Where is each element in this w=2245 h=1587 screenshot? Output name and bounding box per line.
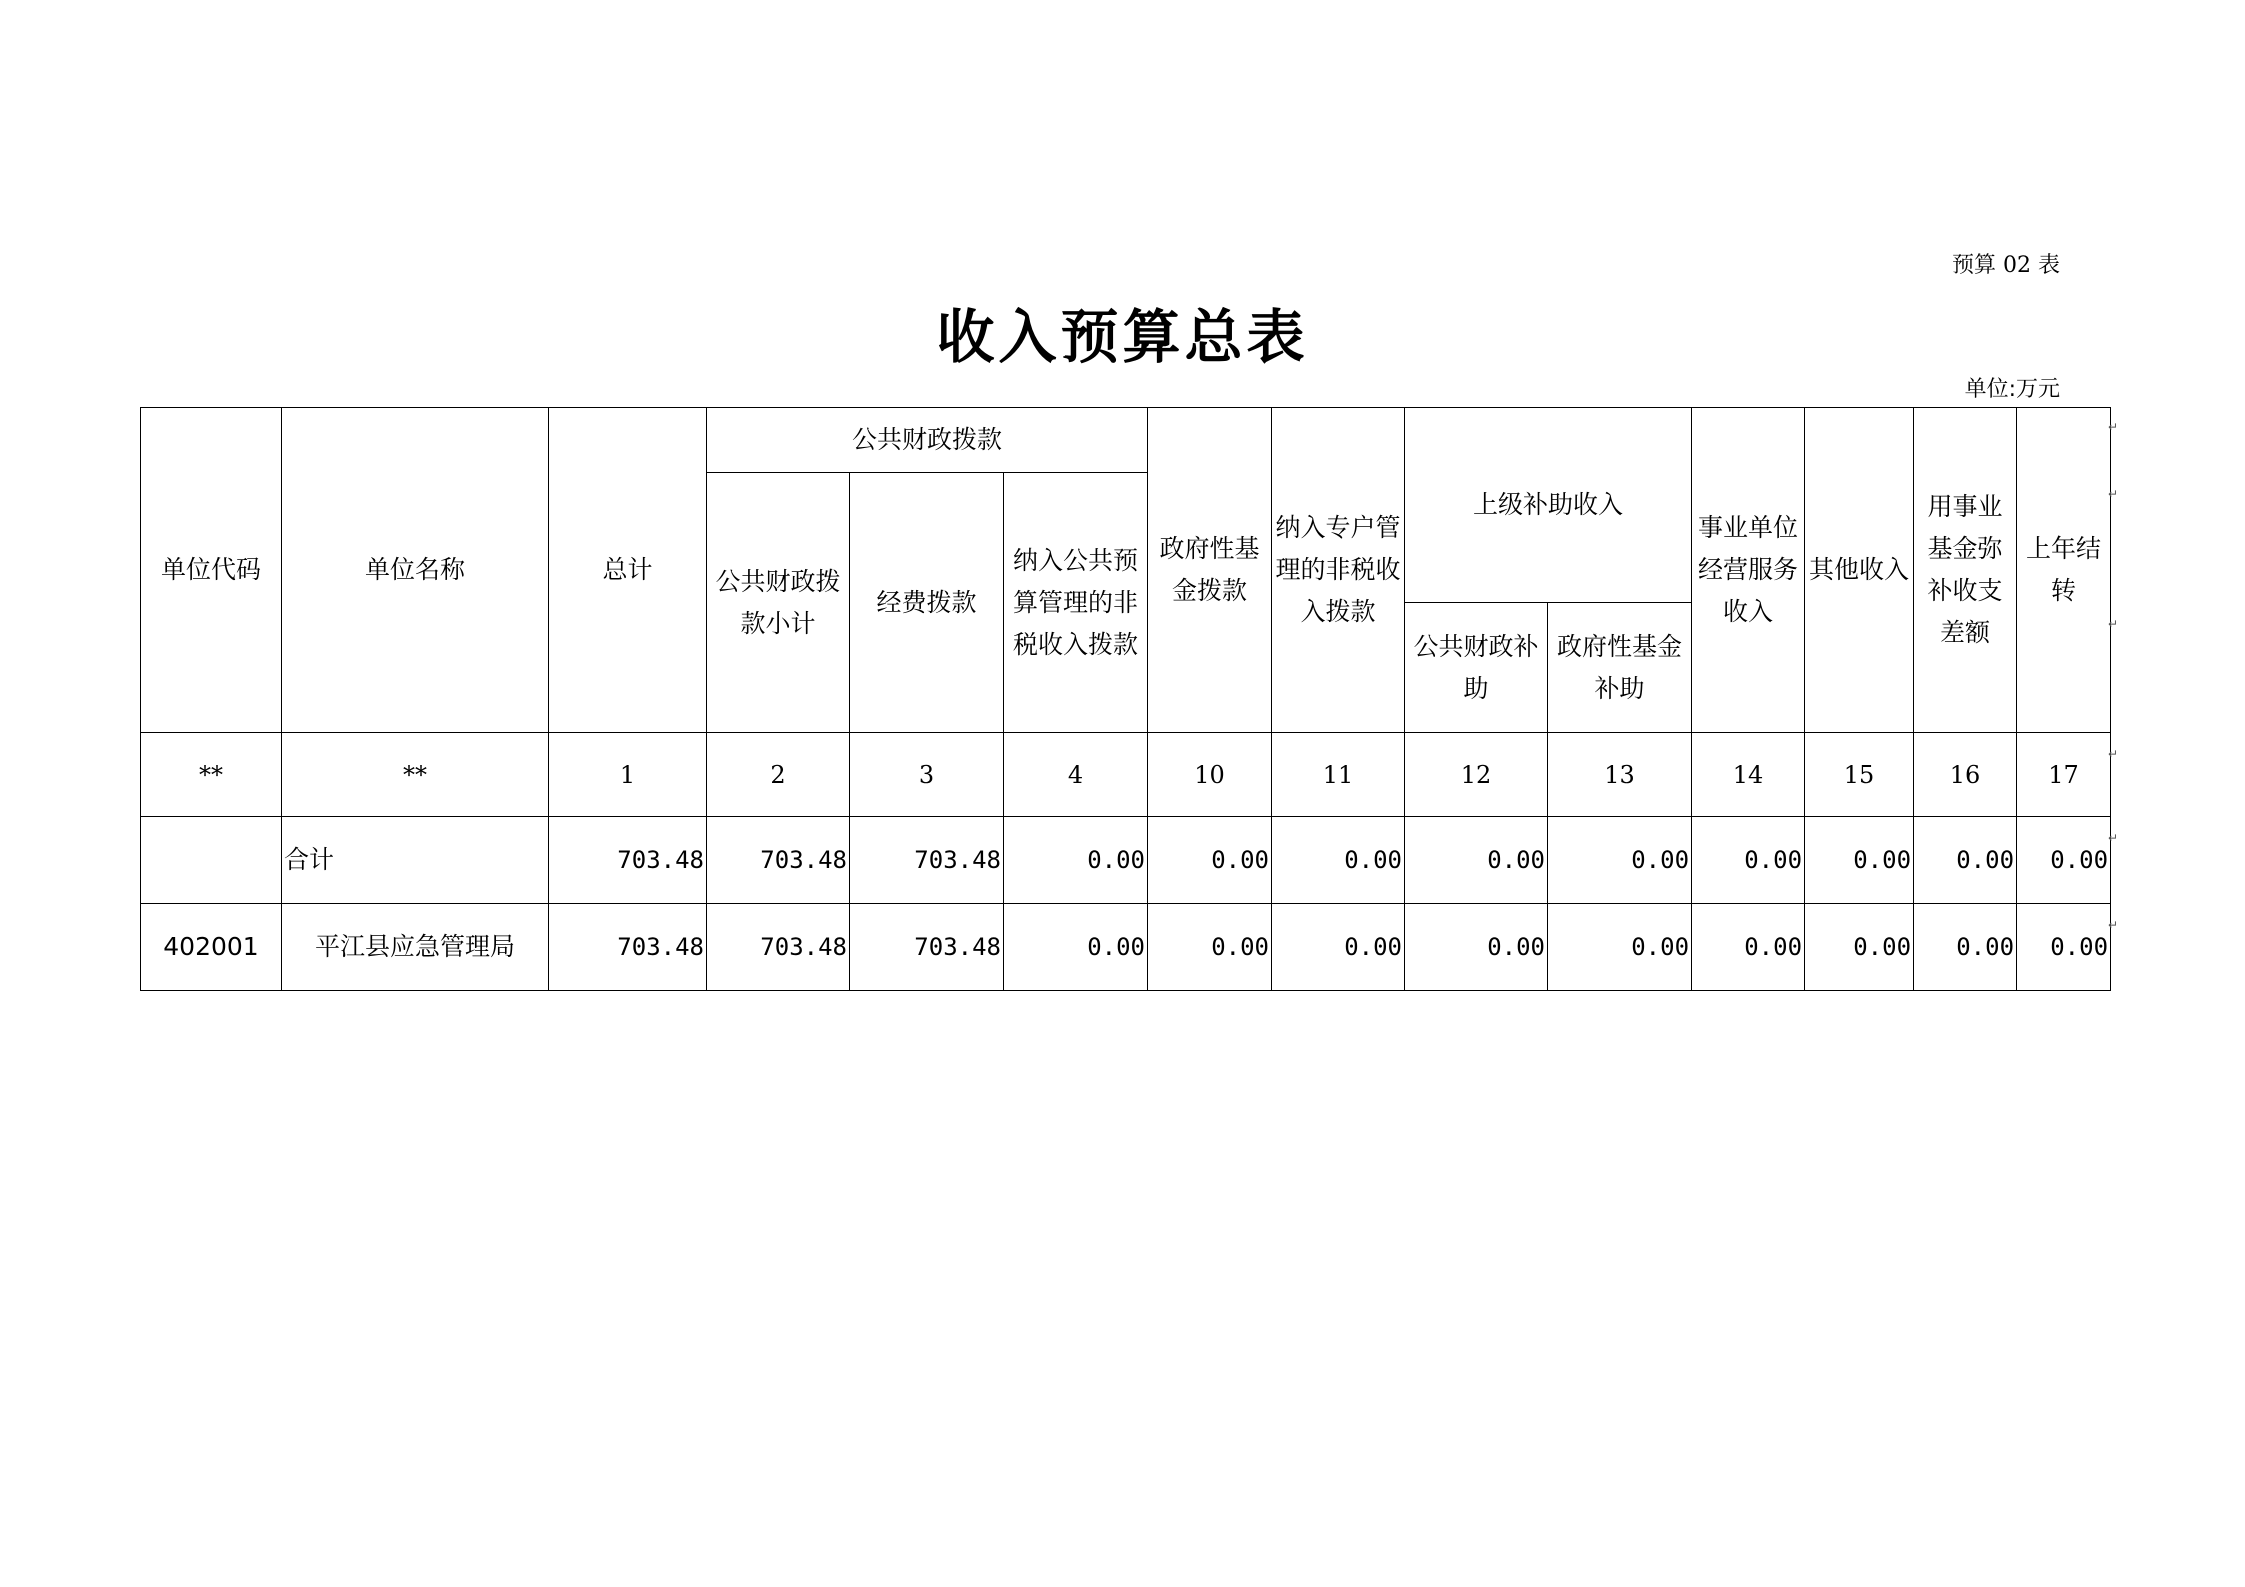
cell-amount: 703.48: [850, 817, 1004, 904]
header-public-finance-subtotal: 公共财政拨款小计: [707, 473, 850, 733]
cell-unit-name: 合计: [282, 817, 549, 904]
header-unit-name: 单位名称: [282, 408, 549, 733]
cell-amount: 0.00: [1548, 817, 1692, 904]
page-title: 收入预算总表: [936, 303, 1309, 371]
index-cell: 14: [1692, 733, 1805, 817]
index-cell: 13: [1548, 733, 1692, 817]
cell-amount: 0.00: [1405, 904, 1548, 991]
cell-amount: 0.00: [1692, 817, 1805, 904]
cell-amount: 0.00: [2017, 904, 2111, 991]
cell-amount: 0.00: [1692, 904, 1805, 991]
index-row: [141, 733, 2111, 817]
index-cell: 2: [707, 733, 850, 817]
header-business-operation-income: 事业单位经营服务收入: [1692, 408, 1805, 733]
header-fund-deficit-cover: 用事业基金弥补收支差额: [1914, 408, 2017, 733]
cell-amount: 0.00: [1914, 817, 2017, 904]
cell-amount: 0.00: [1148, 817, 1272, 904]
paragraph-mark: ↵: [2107, 487, 2118, 501]
paragraph-mark: ↵: [2107, 617, 2118, 631]
cell-unit-code: [141, 817, 282, 904]
header-public-finance-group: 公共财政拨款: [707, 408, 1148, 473]
cell-amount: 703.48: [549, 904, 707, 991]
index-cell: **: [141, 733, 282, 817]
header-operating-appropriation: 经费拨款: [850, 473, 1004, 733]
index-cell: 3: [850, 733, 1004, 817]
cell-amount: 0.00: [1272, 817, 1405, 904]
index-cell: 12: [1405, 733, 1548, 817]
cell-amount: 0.00: [1805, 904, 1914, 991]
paragraph-mark: ↵: [2107, 747, 2118, 761]
cell-amount: 0.00: [1272, 904, 1405, 991]
header-non-tax-special-account: 纳入专户管理的非税收入拨款: [1272, 408, 1405, 733]
header-prior-year-carryover: 上年结转: [2017, 408, 2111, 733]
cell-amount: 0.00: [1004, 817, 1148, 904]
cell-amount: 0.00: [1805, 817, 1914, 904]
cell-unit-name: 平江县应急管理局: [282, 904, 549, 991]
cell-amount: 703.48: [707, 904, 850, 991]
cell-amount: 703.48: [850, 904, 1004, 991]
index-cell: 1: [549, 733, 707, 817]
header-unit-code: 单位代码: [141, 408, 282, 733]
cell-amount: 0.00: [1548, 904, 1692, 991]
income-budget-table: [140, 407, 2111, 991]
index-cell: **: [282, 733, 549, 817]
cell-amount: 0.00: [1914, 904, 2017, 991]
cell-amount: 703.48: [549, 817, 707, 904]
header-public-finance-subsidy: 公共财政补助: [1405, 603, 1548, 733]
unit-label: 单位:万元: [1964, 377, 2060, 402]
cell-amount: 0.00: [2017, 817, 2111, 904]
index-cell: 16: [1914, 733, 2017, 817]
header-gov-fund-appropriation: 政府性基金拨款: [1148, 408, 1272, 733]
index-cell: 11: [1272, 733, 1405, 817]
cell-amount: 0.00: [1405, 817, 1548, 904]
paragraph-mark: ↵: [2107, 918, 2118, 932]
cell-unit-code: 402001: [141, 904, 282, 991]
paragraph-mark: ↵: [2107, 831, 2118, 845]
form-number: 预算 02 表: [1952, 253, 2060, 278]
table-row-total: [141, 817, 2111, 904]
paragraph-mark: ↵: [2107, 420, 2118, 434]
index-cell: 10: [1148, 733, 1272, 817]
header-non-tax-public-budget: 纳入公共预算管理的非税收入拨款: [1004, 473, 1148, 733]
index-cell: 4: [1004, 733, 1148, 817]
header-other-income: 其他收入: [1805, 408, 1914, 733]
index-cell: 17: [2017, 733, 2111, 817]
cell-amount: 703.48: [707, 817, 850, 904]
header-total: 总计: [549, 408, 707, 733]
header-superior-subsidy-group: 上级补助收入: [1405, 408, 1692, 603]
index-cell: 15: [1805, 733, 1914, 817]
header-row-1: [141, 408, 2111, 473]
cell-amount: 0.00: [1004, 904, 1148, 991]
header-gov-fund-subsidy: 政府性基金补助: [1548, 603, 1692, 733]
cell-amount: 0.00: [1148, 904, 1272, 991]
table-row-unit: [141, 904, 2111, 991]
